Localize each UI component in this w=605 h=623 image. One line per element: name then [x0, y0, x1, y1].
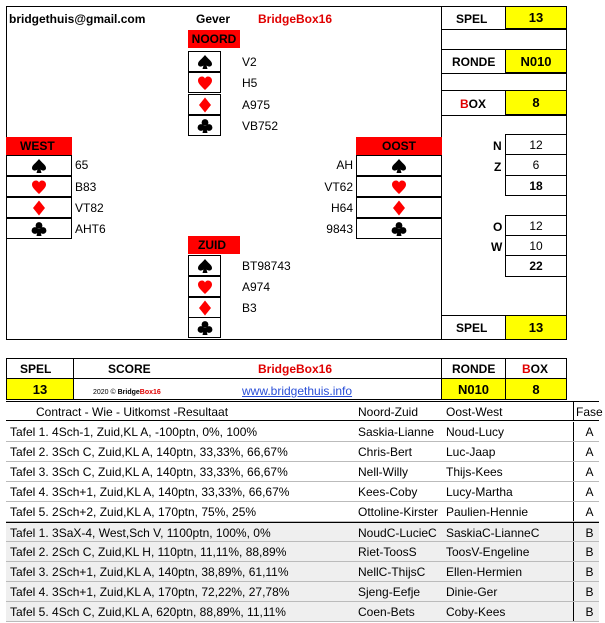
- copyright-brand-a: Bridge: [117, 389, 140, 396]
- score-spel-value: 13: [6, 378, 74, 400]
- heart-icon: [197, 75, 213, 91]
- result-noord-zuid: Sjeng-Eefje: [358, 585, 421, 599]
- ronde-value: N010: [505, 49, 567, 73]
- result-noord-zuid: NoudC-LucieC: [358, 526, 437, 540]
- col-oost-west: Oost-West: [446, 405, 503, 419]
- club-icon: [197, 118, 213, 134]
- table-row: [6, 582, 599, 602]
- spel-value: 13: [505, 6, 567, 29]
- w-label: W: [491, 240, 503, 254]
- zuid-diamond-cell: [188, 297, 221, 318]
- box-label-b: B: [460, 97, 469, 111]
- result-fase: B: [573, 582, 605, 601]
- zuid-spade-cell: [188, 255, 221, 276]
- brand-logo: [258, 12, 332, 26]
- table-row: [6, 462, 599, 482]
- website-link[interactable]: www.bridgethuis.info: [242, 384, 353, 398]
- score-brand-b: Box16: [296, 362, 333, 376]
- email-address: bridgethuis@gmail.com: [9, 12, 146, 26]
- o-value: 12: [505, 215, 567, 236]
- oost-diamonds: H64: [330, 201, 353, 215]
- result-oost-west: Ellen-Hermien: [446, 565, 523, 579]
- zuid-club-cell: [188, 317, 221, 338]
- club-icon: [197, 320, 213, 336]
- result-contract: Tafel 2. 2Sch C, Zuid,KL H, 110ptn, 11,11%, 88,89%: [10, 545, 287, 559]
- n-label: N: [493, 139, 502, 153]
- result-contract: Tafel 5. 2Sch+2, Zuid,KL A, 170ptn, 75%, 25%: [10, 505, 257, 519]
- noord-spades: V2: [242, 55, 257, 69]
- table-row: [6, 542, 599, 562]
- box-label: [460, 97, 486, 111]
- spade-icon: [391, 158, 407, 174]
- result-fase: B: [573, 523, 605, 541]
- oost-clubs: 9843: [326, 222, 353, 236]
- copyright-brand-b: Box16: [139, 389, 161, 396]
- nz-total: 18: [505, 175, 567, 196]
- oost-spades: AH: [336, 158, 353, 172]
- score-label: SCORE: [108, 362, 151, 376]
- heart-icon: [391, 179, 407, 195]
- copyright: [93, 389, 161, 396]
- result-oost-west: Paulien-Hennie: [446, 505, 529, 519]
- table-row: [6, 562, 599, 582]
- col-fase: Fase: [573, 402, 605, 420]
- result-noord-zuid: Riet-ToosS: [358, 545, 417, 559]
- spel-value-bottom: 13: [505, 315, 567, 340]
- brand-part-b: Box16: [296, 12, 333, 26]
- score-box-label: [522, 362, 548, 376]
- diamond-icon: [391, 200, 407, 216]
- oost-diamond-cell: [356, 197, 442, 218]
- o-label: O: [493, 220, 503, 234]
- result-fase: A: [573, 422, 605, 441]
- west-spades: 65: [75, 158, 89, 172]
- oost-hearts: VT62: [324, 180, 353, 194]
- n-value: 12: [505, 134, 567, 155]
- result-oost-west: Coby-Kees: [446, 605, 506, 619]
- diamond-icon: [197, 97, 213, 113]
- noord-club-cell: [188, 115, 221, 136]
- noord-heart-cell: [188, 72, 221, 93]
- result-fase: A: [573, 462, 605, 481]
- w-value: 10: [505, 235, 567, 256]
- spade-icon: [197, 54, 213, 70]
- oost-heart-cell: [356, 176, 442, 197]
- score-box-value: 8: [505, 378, 567, 400]
- zuid-diamonds: B3: [242, 301, 257, 315]
- result-oost-west: Thijs-Kees: [446, 465, 503, 479]
- noord-spade-cell: [188, 51, 221, 72]
- result-fase: A: [573, 502, 605, 521]
- result-oost-west: Noud-Lucy: [446, 425, 505, 439]
- west-heart-cell: [6, 176, 72, 197]
- col-contract: Contract - Wie - Uitkomst -Resultaat: [36, 405, 229, 419]
- result-noord-zuid: Kees-Coby: [358, 485, 418, 499]
- divider: [441, 29, 567, 30]
- z-value: 6: [505, 154, 567, 176]
- result-noord-zuid: Saskia-Lianne: [358, 425, 435, 439]
- result-contract: Tafel 3. 3Sch C, Zuid,KL A, 140ptn, 33,33%, 66,67%: [10, 465, 288, 479]
- table-row: [6, 422, 599, 442]
- result-fase: A: [573, 442, 605, 461]
- table-row: [6, 482, 599, 502]
- table-row: [6, 602, 599, 622]
- west-diamonds: VT82: [75, 201, 104, 215]
- result-oost-west: ToosV-Engeline: [446, 545, 530, 559]
- noord-diamond-cell: [188, 94, 221, 115]
- result-noord-zuid: Ottoline-Kirster: [358, 505, 439, 519]
- box-value: 8: [505, 90, 567, 115]
- oost-label: OOST: [356, 137, 442, 155]
- z-label: Z: [494, 160, 502, 174]
- copyright-text: 2020 ©: [93, 389, 118, 396]
- noord-hearts: H5: [242, 76, 258, 90]
- result-noord-zuid: Chris-Bert: [358, 445, 413, 459]
- table-row: [6, 502, 599, 522]
- diamond-icon: [197, 300, 213, 316]
- club-icon: [31, 221, 47, 237]
- score-brand: [258, 362, 332, 376]
- spade-icon: [31, 158, 47, 174]
- gever-label: Gever: [196, 12, 231, 26]
- heart-icon: [197, 279, 213, 295]
- result-contract: Tafel 5. 4Sch C, Zuid,KL A, 620ptn, 88,89%, 11,11%: [10, 605, 286, 619]
- result-contract: Tafel 1. 4Sch-1, Zuid,KL A, -100ptn, 0%, 100%: [10, 425, 258, 439]
- west-club-cell: [6, 218, 72, 239]
- result-contract: Tafel 2. 3Sch C, Zuid,KL A, 140ptn, 33,33%, 66,67%: [10, 445, 288, 459]
- spade-icon: [197, 258, 213, 274]
- oost-spade-cell: [356, 155, 442, 176]
- result-oost-west: Lucy-Martha: [446, 485, 513, 499]
- results-header-row: [6, 401, 603, 421]
- result-noord-zuid: NellC-ThijsC: [358, 565, 426, 579]
- score-box-label-b: B: [522, 362, 531, 376]
- diamond-icon: [31, 200, 47, 216]
- score-brand-a: Bridge: [258, 362, 297, 376]
- divider: [441, 73, 567, 74]
- spel-label: SPEL: [456, 12, 488, 26]
- result-contract: Tafel 3. 2Sch+1, Zuid,KL A, 140ptn, 38,89%, 61,11%: [10, 565, 289, 579]
- oost-club-cell: [356, 218, 442, 239]
- box-label-rest: OX: [468, 97, 487, 111]
- result-contract: Tafel 4. 3Sch+1, Zuid,KL A, 170ptn, 72,22%, 27,78%: [10, 585, 290, 599]
- zuid-spades: BT98743: [242, 259, 291, 273]
- west-label: WEST: [6, 137, 72, 155]
- table-row: [6, 522, 599, 542]
- divider: [441, 115, 567, 116]
- brand-part-a: Bridge: [258, 12, 297, 26]
- score-box-label-rest: OX: [530, 362, 549, 376]
- score-spel-label: SPEL: [20, 362, 52, 376]
- ow-total: 22: [505, 255, 567, 277]
- ronde-label: RONDE: [452, 55, 496, 69]
- spel-label-bottom: SPEL: [456, 321, 488, 335]
- zuid-label: ZUID: [188, 236, 240, 254]
- table-row: [6, 442, 599, 462]
- noord-clubs: VB752: [242, 119, 279, 133]
- result-contract: Tafel 1. 3SaX-4, West,Sch V, 1100ptn, 100%, 0%: [10, 526, 271, 540]
- west-spade-cell: [6, 155, 72, 176]
- west-hearts: B83: [75, 180, 97, 194]
- noord-diamonds: A975: [242, 98, 271, 112]
- result-contract: Tafel 4. 3Sch+1, Zuid,KL A, 140ptn, 33,33%, 66,67%: [10, 485, 290, 499]
- result-fase: B: [573, 542, 605, 561]
- result-oost-west: Luc-Jaap: [446, 445, 496, 459]
- result-noord-zuid: Nell-Willy: [358, 465, 408, 479]
- result-oost-west: SaskiaC-LianneC: [446, 526, 540, 540]
- zuid-hearts: A974: [242, 280, 271, 294]
- score-ronde-label: RONDE: [452, 362, 496, 376]
- result-fase: A: [573, 482, 605, 501]
- result-fase: B: [573, 562, 605, 581]
- west-clubs: AHT6: [75, 222, 106, 236]
- result-fase: B: [573, 602, 605, 621]
- club-icon: [391, 221, 407, 237]
- result-noord-zuid: Coen-Bets: [358, 605, 415, 619]
- zuid-heart-cell: [188, 276, 221, 297]
- score-ronde-value: N010: [441, 378, 506, 400]
- result-oost-west: Dinie-Ger: [446, 585, 498, 599]
- west-diamond-cell: [6, 197, 72, 218]
- col-noord-zuid: Noord-Zuid: [358, 405, 419, 419]
- heart-icon: [31, 179, 47, 195]
- noord-label: NOORD: [188, 30, 240, 48]
